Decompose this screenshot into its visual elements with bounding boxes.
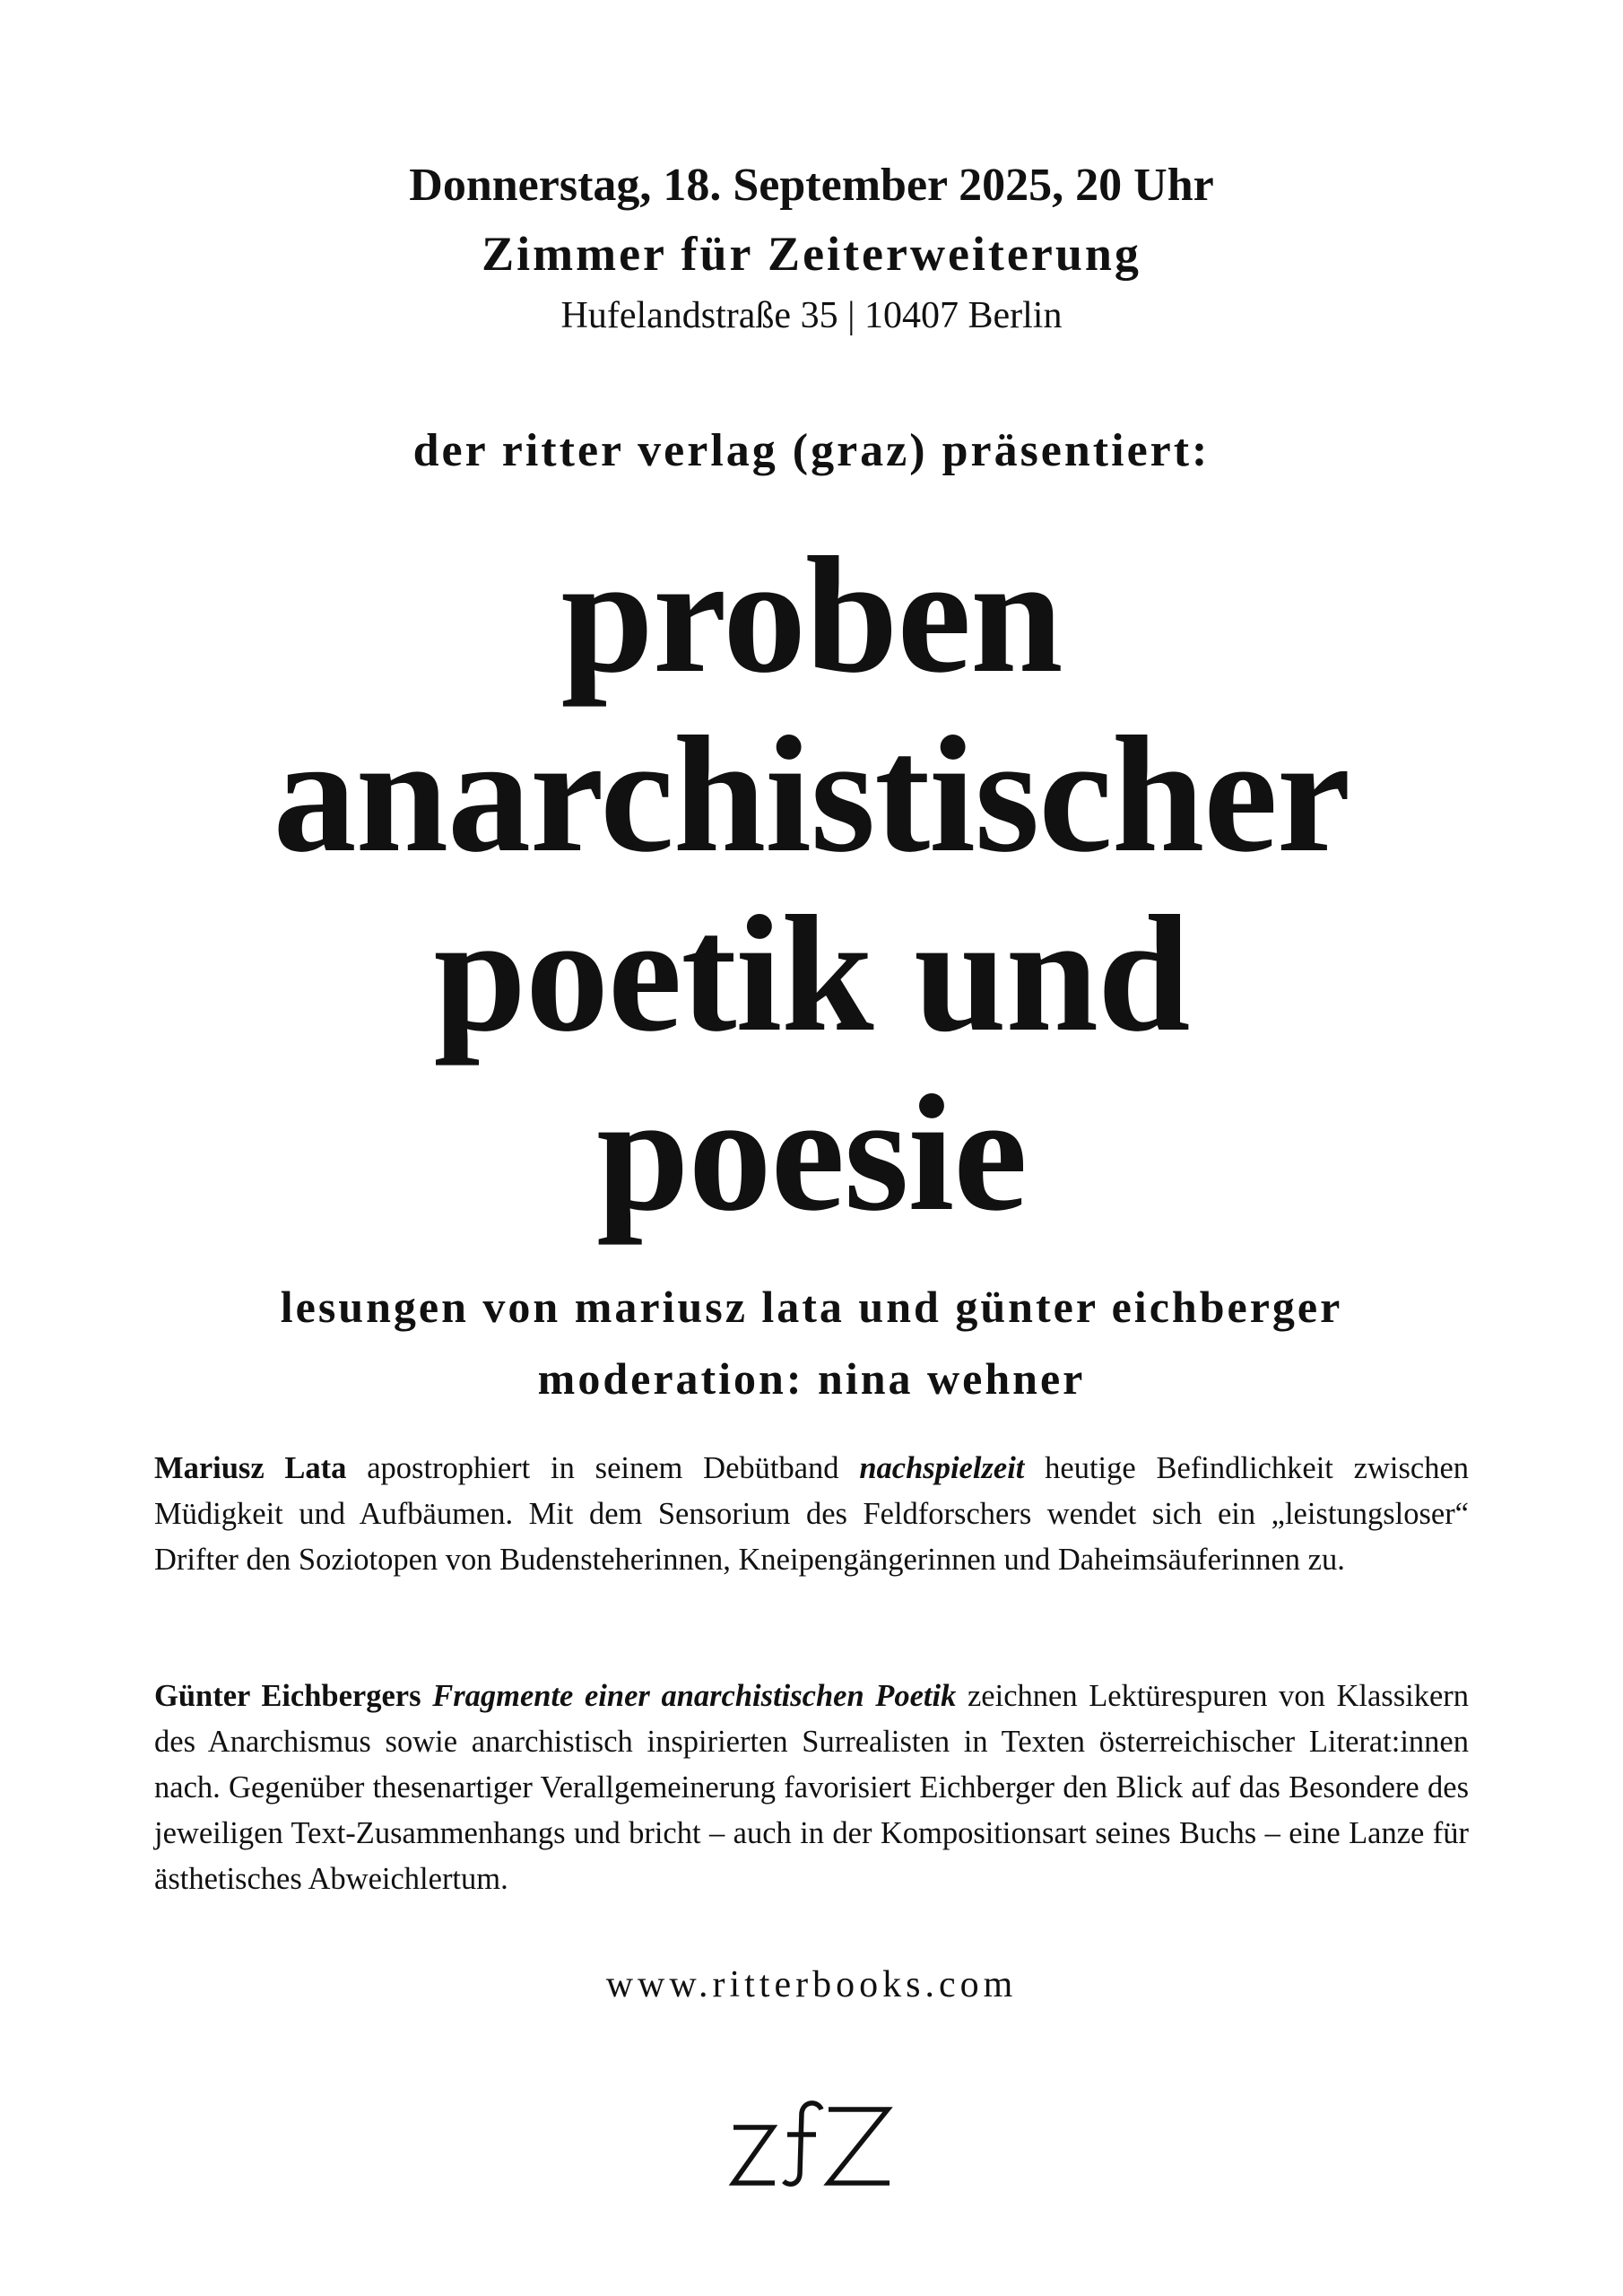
moderation-line: moderation: nina wehner: [537, 1353, 1086, 1404]
paragraph-text: apostrophiert in seinem Debütband: [346, 1451, 860, 1485]
title-line: proben: [560, 523, 1063, 708]
title-line: poesie: [596, 1061, 1027, 1246]
description-paragraph-lata: [154, 1446, 1469, 1583]
event-title: [0, 523, 1623, 1246]
title-line: poetik und: [433, 882, 1190, 1066]
venue-address: Hufelandstraße 35 | 10407 Berlin: [560, 295, 1063, 336]
paragraph-text: heutige Befindlichkeit zwischen Müdigkeit und Aufbäumen. Mit dem Sensorium des Feldforschers wendet sich ein „leistungsloser“ Drifter den Soziotopen von Budensteherinnen, Kneipengängerinnen und Daheimsäuferinnen zu.: [154, 1451, 1470, 1577]
title-line: anarchistischer: [273, 702, 1350, 887]
book-title: nachspielzeit: [859, 1451, 1025, 1485]
paragraph-text: zeichnen Lektürespuren von Klassikern des Anarchismus sowie anarchistisch inspirierten Surrealisten in Texten österreichischer Literat:innen nach. Gegenüber thesenartiger Verallgemeinerung favorisiert Eichberger den Blick auf das Besondere des jeweiligen Text-Zusammenhangs und bricht – auch in der Kompositionsart seines Buchs – eine Lanze für ästhetisches Abweichlertum.: [154, 1679, 1470, 1896]
description-paragraph-eichberger: [154, 1674, 1469, 1902]
readings-line: lesungen von mariusz lata und günter eichberger: [280, 1282, 1343, 1332]
event-date: Donnerstag, 18. September 2025, 20 Uhr: [409, 160, 1214, 211]
author-name: Günter Eichbergers: [154, 1679, 421, 1713]
website-url: www.ritterbooks.com: [605, 1964, 1018, 2005]
zfz-logo-icon: [728, 2097, 895, 2188]
book-title: Fragmente einer anarchistischen Poetik: [432, 1679, 957, 1713]
paragraph-text: [421, 1679, 433, 1713]
author-name: Mariusz Lata: [154, 1451, 347, 1485]
venue-name: Zimmer für Zeiterweiterung: [482, 227, 1141, 281]
presenter-line: der ritter verlag (graz) präsentiert:: [412, 425, 1211, 476]
